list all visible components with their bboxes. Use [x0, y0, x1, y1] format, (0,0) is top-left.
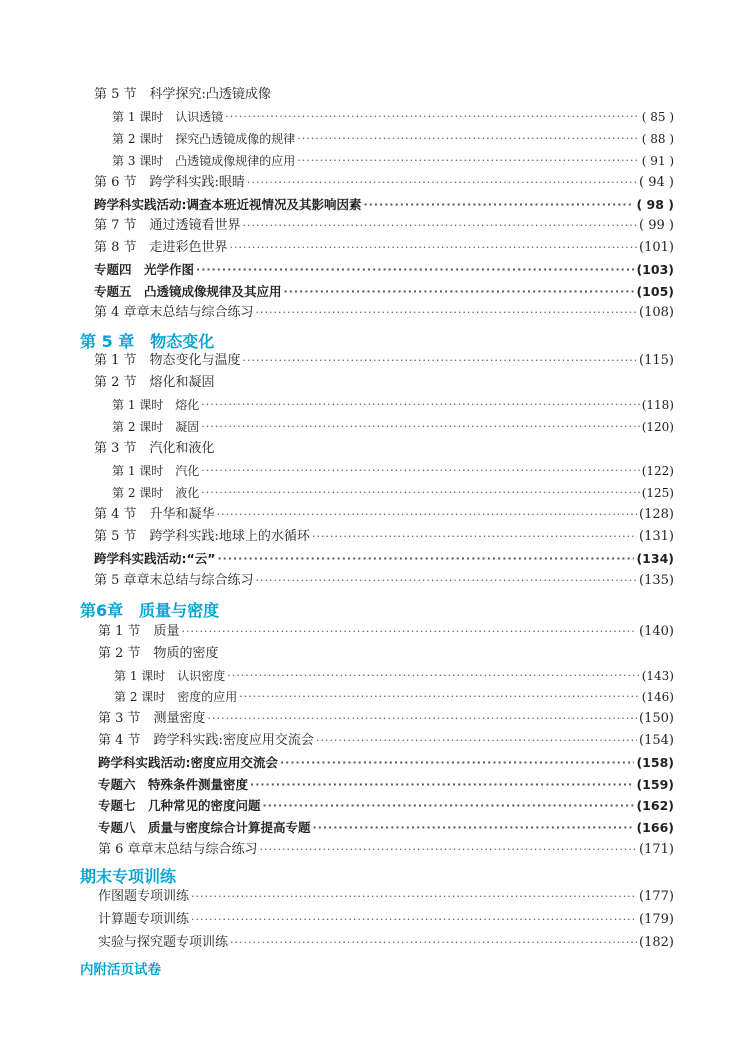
toc-entry-label: 计算题专项训练 — [98, 912, 190, 927]
leader-dots — [239, 689, 639, 705]
leader-dots — [297, 131, 639, 147]
toc-entry-page: (122) — [641, 464, 674, 478]
toc-entry-label: 专题四 光学作图 — [94, 262, 195, 277]
toc-entry-page: (162) — [636, 798, 674, 813]
leader-dots — [250, 777, 634, 793]
toc-entry-label: 第 1 课时 熔化 — [112, 398, 200, 412]
leader-dots — [230, 240, 637, 256]
leader-dots — [191, 889, 637, 905]
leader-dots — [364, 197, 635, 213]
toc-entry[interactable] — [94, 175, 674, 191]
toc-entry-label: 第 1 节 质量 — [98, 624, 180, 639]
toc-entry-label: 跨学科实践活动:密度应用交流会 — [98, 755, 278, 770]
toc-entry-page: (103) — [636, 262, 674, 277]
toc-entry-page: (140) — [639, 624, 674, 639]
toc-entry-page: (115) — [639, 353, 674, 368]
toc-entry-label: 第 5 章章末总结与综合练习 — [94, 573, 254, 588]
toc-entry[interactable] — [94, 353, 674, 369]
toc-entry-label: 第 3 课时 凸透镜成像规律的应用 — [112, 154, 296, 168]
leader-dots — [313, 820, 635, 836]
toc-entry-page: (125) — [641, 486, 674, 500]
toc-entry-label: 第 2 课时 凝固 — [112, 420, 200, 434]
toc-entry[interactable] — [94, 218, 674, 234]
toc-entry[interactable] — [94, 87, 674, 103]
toc-entry-label: 专题七 几种常见的密度问题 — [98, 798, 261, 813]
toc-entry-label: 第 1 课时 认识密度 — [114, 669, 226, 683]
toc-entry-page: ( 98 ) — [636, 197, 674, 212]
leader-dots — [284, 284, 635, 300]
leader-dots — [227, 668, 639, 684]
toc-entry-label: 第 2 课时 探究凸透镜成像的规律 — [112, 132, 296, 146]
toc-entry-label: 第 2 课时 密度的应用 — [114, 690, 238, 704]
toc-entry[interactable] — [112, 463, 674, 479]
toc-entry-page: (135) — [639, 573, 674, 588]
toc-entry-page: (143) — [641, 669, 674, 683]
toc-entry-page: (146) — [641, 690, 674, 704]
toc-entry[interactable] — [98, 935, 674, 951]
toc-entry-label: 第 4 节 跨学科实践:密度应用交流会 — [98, 733, 314, 748]
toc-entry[interactable] — [94, 375, 674, 391]
leader-dots — [217, 507, 637, 523]
toc-entry-label: 第 2 节 物质的密度 — [98, 646, 219, 661]
toc-entry-label: 第 1 课时 汽化 — [112, 464, 200, 478]
toc-entry[interactable] — [94, 197, 674, 213]
toc-entry-page: (166) — [636, 820, 674, 835]
toc-entry-label: 第 6 节 跨学科实践:眼睛 — [94, 175, 245, 190]
leader-dots — [260, 842, 637, 858]
toc-entry[interactable] — [114, 689, 674, 705]
toc-entry-page: (134) — [636, 551, 674, 566]
toc-entry[interactable] — [94, 551, 674, 567]
toc-entry-page: (150) — [639, 711, 674, 726]
toc-entry-label: 第 3 节 测量密度 — [98, 711, 206, 726]
toc-entry[interactable] — [94, 262, 674, 278]
toc-entry[interactable] — [94, 240, 674, 256]
toc-entry-label: 第 3 节 汽化和液化 — [94, 441, 215, 456]
toc-entry-page: (131) — [639, 529, 674, 544]
toc-entry[interactable] — [112, 485, 674, 501]
leader-dots — [196, 262, 634, 278]
leader-dots — [208, 711, 637, 727]
toc-entry-label: 专题六 特殊条件测量密度 — [98, 777, 249, 792]
leader-dots — [201, 485, 639, 501]
leader-dots — [280, 755, 634, 771]
toc-entry-page: ( 99 ) — [639, 218, 674, 233]
leader-dots — [201, 463, 639, 479]
final-training-heading[interactable]: 期末专项训练 — [80, 867, 177, 886]
toc-entry[interactable] — [94, 305, 674, 321]
toc-entry-page: (179) — [639, 912, 674, 927]
toc-entry[interactable] — [98, 624, 674, 640]
leader-dots — [225, 109, 639, 125]
leader-dots — [243, 218, 638, 234]
toc-entry[interactable] — [94, 529, 674, 545]
toc-entry-label: 第 4 节 升华和凝华 — [94, 507, 215, 522]
toc-entry[interactable] — [112, 397, 674, 413]
toc-entry[interactable] — [98, 889, 674, 905]
toc-entry-label: 作图题专项训练 — [98, 889, 190, 904]
leader-dots — [297, 153, 639, 169]
toc-entry-page: (105) — [636, 284, 674, 299]
toc-entry-label: 第 7 节 通过透镜看世界 — [94, 218, 241, 233]
leader-dots — [217, 551, 634, 567]
toc-entry-page: ( 85 ) — [641, 110, 674, 124]
toc-entry-label: 第 4 章章末总结与综合练习 — [94, 305, 254, 320]
toc-entry[interactable] — [94, 507, 674, 523]
toc-entry-page: (118) — [641, 398, 674, 412]
leader-dots — [201, 397, 639, 413]
toc-entry-label: 第 2 课时 液化 — [112, 486, 200, 500]
toc-entry-page: (154) — [639, 733, 674, 748]
chapter-5-heading[interactable]: 第 5 章 物态变化 — [80, 332, 215, 351]
toc-entry-label: 跨学科实践活动:调查本班近视情况及其影响因素 — [94, 197, 362, 212]
leader-dots — [263, 798, 635, 814]
toc-entry-label: 第 8 节 走进彩色世界 — [94, 240, 228, 255]
toc-entry-label: 第 2 节 熔化和凝固 — [94, 375, 215, 390]
toc-entry-page: (128) — [639, 507, 674, 522]
toc-entry-label: 第 6 章章末总结与综合练习 — [98, 842, 258, 857]
toc-entry-label: 第 1 课时 认识透镜 — [112, 110, 224, 124]
toc-entry-page: (120) — [641, 420, 674, 434]
leader-dots — [230, 935, 637, 951]
toc-entry-label: 第 5 节 科学探究:凸透镜成像 — [94, 87, 271, 102]
toc-entry[interactable] — [98, 820, 674, 836]
toc-entry[interactable] — [94, 441, 674, 457]
toc-entry-page: ( 88 ) — [641, 132, 674, 146]
toc-entry-label: 第 5 节 跨学科实践:地球上的水循环 — [94, 529, 310, 544]
toc-entry-page: (177) — [639, 889, 674, 904]
leader-dots — [256, 573, 637, 589]
toc-entry-page: (158) — [636, 755, 674, 770]
toc-entry[interactable] — [98, 842, 674, 858]
toc-entry[interactable] — [112, 153, 674, 169]
toc-entry[interactable] — [98, 777, 674, 793]
toc-entry[interactable] — [98, 646, 674, 662]
leader-dots — [243, 353, 637, 369]
appendix-heading[interactable]: 内附活页试卷 — [80, 962, 161, 978]
toc-entry[interactable] — [94, 284, 674, 300]
toc-entry-label: 专题五 凸透镜成像规律及其应用 — [94, 284, 282, 299]
toc-entry-label: 实验与探究题专项训练 — [98, 935, 229, 950]
leader-dots — [316, 733, 637, 749]
toc-entry-page: (108) — [639, 305, 674, 320]
toc-entry-page: (101) — [639, 240, 674, 255]
toc-entry-page: ( 94 ) — [639, 175, 674, 190]
leader-dots — [312, 529, 637, 545]
toc-entry[interactable] — [98, 733, 674, 749]
toc-entry[interactable] — [112, 419, 674, 435]
leader-dots — [191, 912, 637, 928]
leader-dots — [256, 305, 637, 321]
toc-entry[interactable] — [94, 573, 674, 589]
leader-dots — [247, 175, 637, 191]
toc-entry[interactable] — [112, 131, 674, 147]
toc-entry-page: (159) — [636, 777, 674, 792]
toc-entry-page: (182) — [639, 935, 674, 950]
toc-entry[interactable] — [98, 711, 674, 727]
toc-entry[interactable] — [98, 912, 674, 928]
toc-entry-label: 跨学科实践活动:“云” — [94, 551, 216, 566]
toc-entry[interactable] — [112, 109, 674, 125]
toc-entry[interactable] — [98, 755, 674, 771]
leader-dots — [201, 419, 639, 435]
leader-dots — [182, 624, 637, 640]
toc-entry[interactable] — [98, 798, 674, 814]
toc-entry-label: 第 1 节 物态变化与温度 — [94, 353, 241, 368]
toc-entry-label: 专题八 质量与密度综合计算提高专题 — [98, 820, 311, 835]
toc-entry-page: ( 91 ) — [641, 154, 674, 168]
toc-entry[interactable] — [114, 668, 674, 684]
toc-entry-page: (171) — [639, 842, 674, 857]
chapter-6-heading[interactable]: 第6章 质量与密度 — [80, 601, 220, 620]
